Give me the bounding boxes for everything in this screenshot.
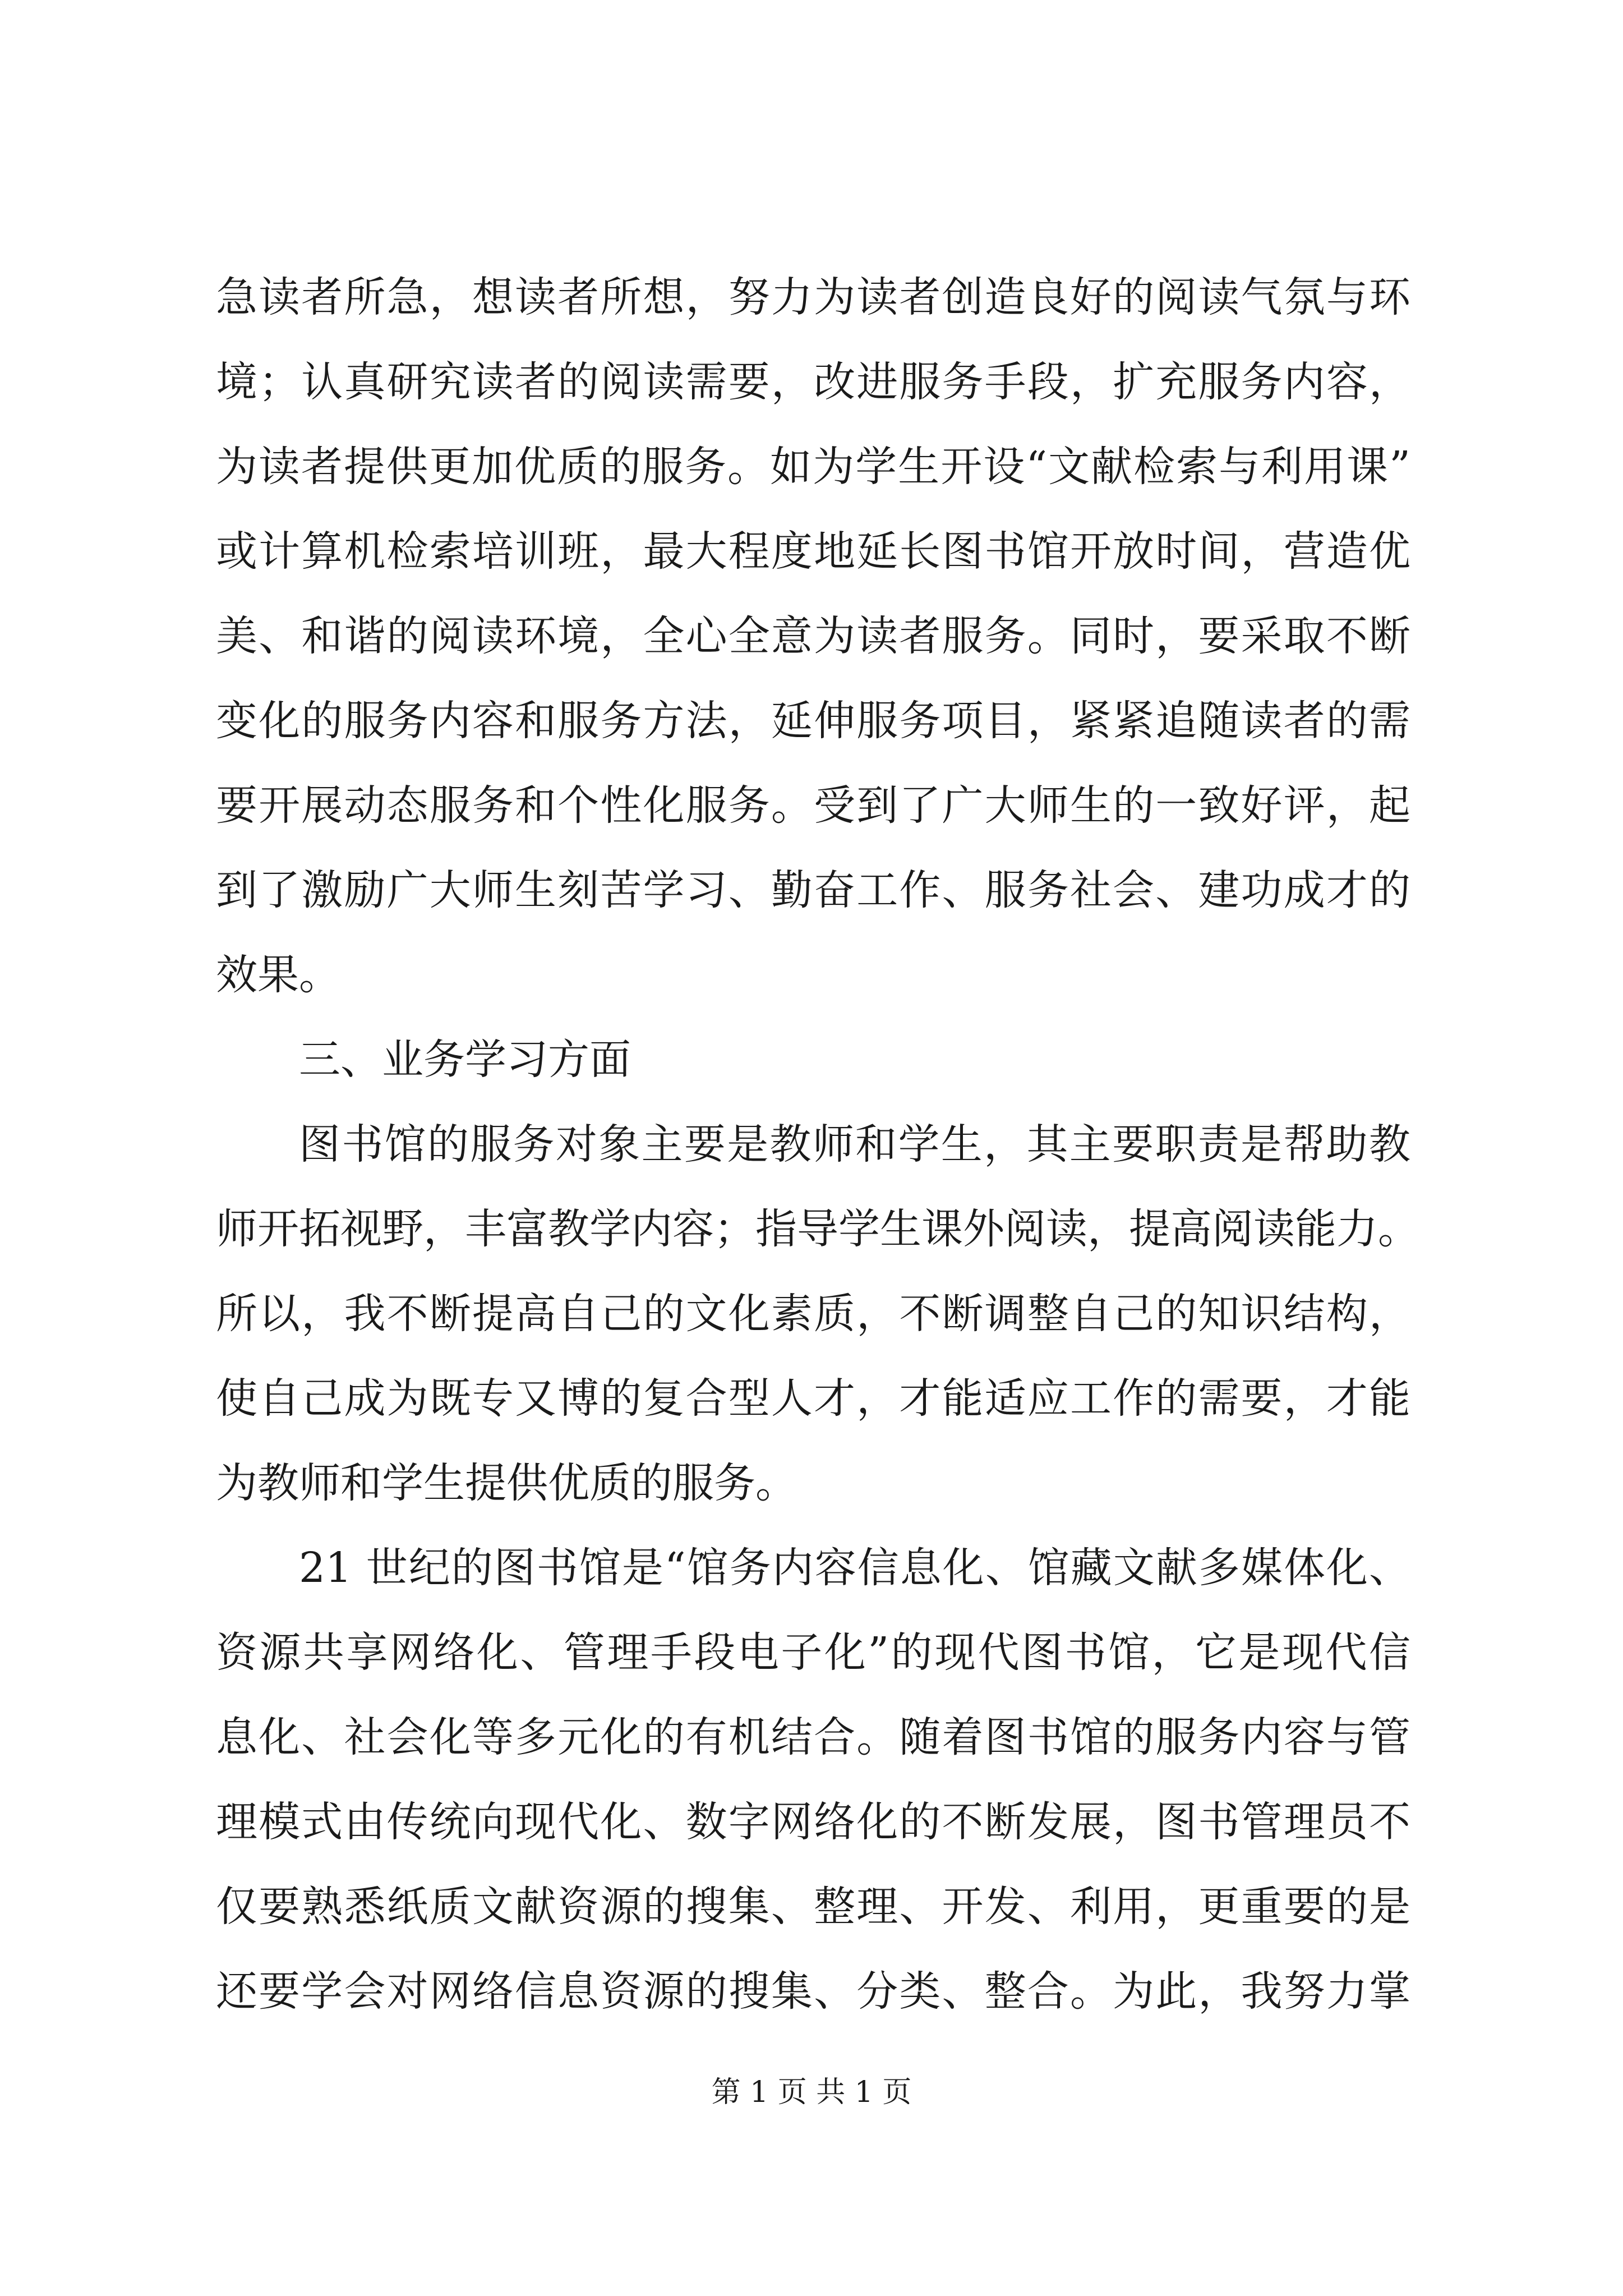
paragraph-3-line-2: 资源共享网络化、管理手段电子化”的现代图书馆，它是现代信 bbox=[216, 1628, 1410, 1677]
page-footer bbox=[0, 2073, 1623, 2112]
paragraph-1-line-1: 急读者所急，想读者所想，努力为读者创造良好的阅读气氛与环 bbox=[216, 273, 1410, 321]
paragraph-2-line-1: 图书馆的服务对象主要是教师和学生，其主要职责是帮助教 bbox=[299, 1120, 1410, 1168]
paragraph-2-line-3: 所以，我不断提高自己的文化素质，不断调整自己的知识结构， bbox=[216, 1290, 1410, 1338]
paragraph-1-line-7: 要开展动态服务和个性化服务。受到了广大师生的一致好评，起 bbox=[216, 781, 1410, 830]
paragraph-1-line-4: 或计算机检索培训班，最大程度地延长图书馆开放时间，营造优 bbox=[216, 527, 1410, 576]
paragraph-3-line-1: 21 世纪的图书馆是“馆务内容信息化、馆藏文献多媒体化、 bbox=[299, 1544, 1410, 1592]
paragraph-2-line-5: 为教师和学生提供优质的服务。 bbox=[216, 1459, 797, 1507]
paragraph-1-line-5: 美、和谐的阅读环境，全心全意为读者服务。同时，要采取不断 bbox=[216, 612, 1410, 660]
paragraph-1-line-9: 效果。 bbox=[216, 951, 340, 999]
paragraph-1-line-3: 为读者提供更加优质的服务。如为学生开设“文献检索与利用课” bbox=[216, 443, 1410, 491]
page-number-label: 第 1 页 共 1 页 bbox=[711, 2076, 912, 2109]
paragraph-3-line-6: 还要学会对网络信息资源的搜集、分类、整合。为此，我努力掌 bbox=[216, 1967, 1410, 2016]
paragraph-1-line-6: 变化的服务内容和服务方法，延伸服务项目，紧紧追随读者的需 bbox=[216, 697, 1410, 745]
paragraph-2-line-2: 师开拓视野，丰富教学内容；指导学生课外阅读，提高阅读能力。 bbox=[216, 1205, 1419, 1253]
paragraph-3-line-3: 息化、社会化等多元化的有机结合。随着图书馆的服务内容与管 bbox=[216, 1713, 1410, 1761]
paragraph-2-line-4: 使自己成为既专又博的复合型人才，才能适应工作的需要，才能 bbox=[216, 1374, 1410, 1423]
paragraph-3-line-5: 仅要熟悉纸质文献资源的搜集、整理、开发、利用，更重要的是 bbox=[216, 1883, 1410, 1931]
paragraph-3-line-4: 理模式由传统向现代化、数字网络化的不断发展，图书管理员不 bbox=[216, 1798, 1410, 1846]
document-body bbox=[216, 255, 1419, 2034]
paragraph-1-line-8: 到了激励广大师生刻苦学习、勤奋工作、服务社会、建功成才的 bbox=[216, 866, 1410, 914]
paragraph-1-line-2: 境；认真研究读者的阅读需要，改进服务手段，扩充服务内容， bbox=[216, 358, 1410, 406]
section-heading: 三、业务学习方面 bbox=[299, 1036, 631, 1084]
